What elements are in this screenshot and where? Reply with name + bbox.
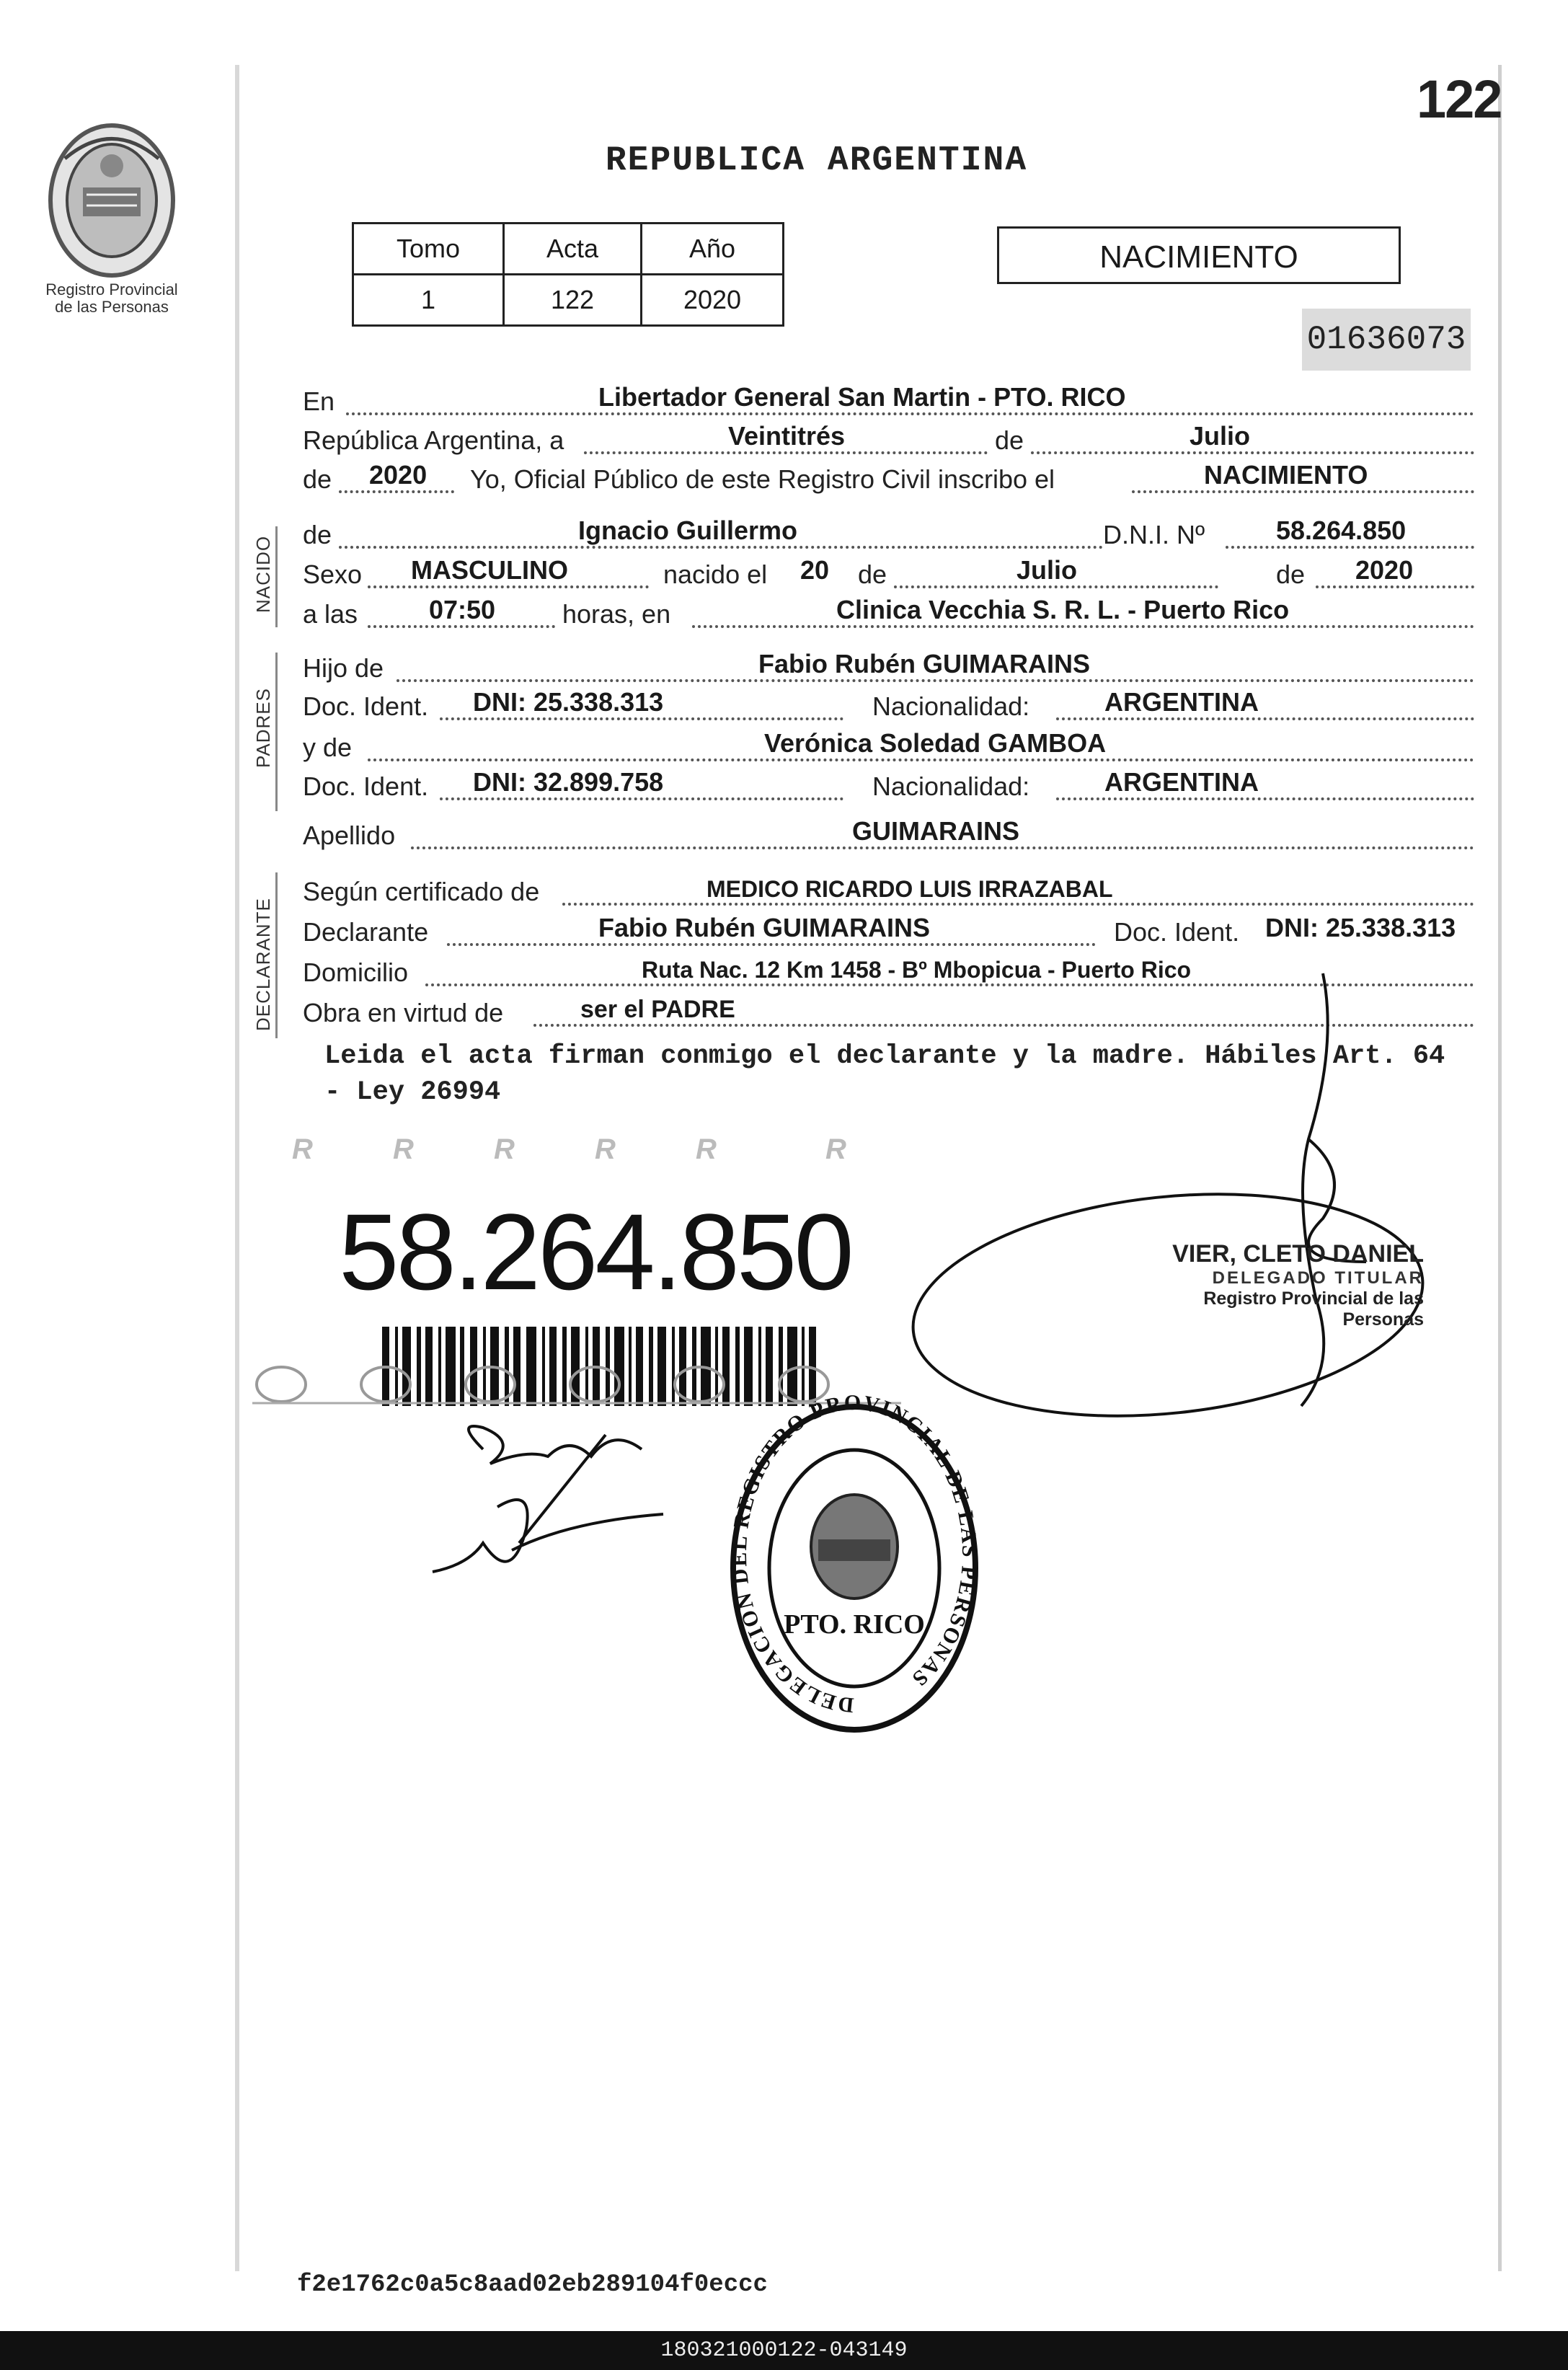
province-seal-icon (43, 115, 180, 281)
scan-edge-right (1498, 65, 1502, 2271)
segun-label: Según certificado de (303, 877, 540, 906)
closing-text: Leida el acta firman conmigo el declarante y la madre. Hábiles Art. 64 - Ley 26994 (324, 1041, 1445, 1107)
row-oficial (303, 460, 1474, 496)
segun-value: MEDICO RICARDO LUIS IRRAZABAL (707, 876, 1113, 902)
hora-value: 07:50 (429, 595, 496, 624)
official-signature-icon (905, 959, 1431, 1464)
row-en (303, 382, 1474, 418)
register-header-tomo: Tomo (353, 224, 504, 275)
registry-logo-name: Registro Provincial (45, 280, 178, 299)
mes-value: Julio (1190, 421, 1251, 451)
stamp-place-text: PTO. RICO (784, 1609, 925, 1640)
r-mark: R (292, 1133, 313, 1165)
en-label: En (303, 386, 335, 416)
side-rule-declarante (275, 872, 278, 1038)
de-label: de (995, 425, 1024, 455)
oficial-text: Yo, Oficial Público de este Registro Civil inscribo el (470, 464, 1055, 494)
footer-bar (0, 2331, 1568, 2370)
sexo-label: Sexo (303, 560, 363, 589)
dni-sticker-number: 58.264.850 (339, 1191, 851, 1312)
padre-value: Fabio Rubén GUIMARAINS (758, 649, 1090, 678)
official-block (1135, 1240, 1424, 1330)
de3-label: de (303, 520, 332, 549)
row-padre-doc (303, 687, 1474, 723)
document-hash: f2e1762c0a5c8aad02eb289104f0eccc (297, 2271, 768, 2299)
madre-value: Verónica Soledad GAMBOA (764, 728, 1107, 758)
register-header-anio: Año (642, 224, 784, 275)
page-number: 122 (1417, 69, 1502, 129)
en-value: Libertador General San Martin - PTO. RICO (598, 382, 1126, 412)
row-sexo (303, 555, 1474, 591)
row-madre (303, 728, 1474, 764)
dia-value: 20 (800, 555, 830, 585)
republica-value: Veintitrés (728, 421, 846, 451)
declarant-signature-icon (425, 1406, 685, 1608)
stamp-ring-text: DELEGACION DEL REGISTRO PROVINCIAL DE LAS PERSONAS (727, 1395, 982, 1717)
de5-label: de (1276, 560, 1306, 589)
obra-value: ser el PADRE (580, 996, 735, 1023)
official-role: DELEGADO TITULAR (1212, 1268, 1424, 1288)
side-rule-padres (275, 653, 278, 811)
declarante-value: Fabio Rubén GUIMARAINS (598, 913, 930, 942)
madre-nac-value: ARGENTINA (1104, 767, 1259, 797)
padre-nac-value: ARGENTINA (1104, 687, 1259, 717)
register-value-tomo: 1 (353, 275, 504, 326)
declarante-label: Declarante (303, 917, 429, 947)
register-header-acta: Acta (504, 224, 642, 275)
row-segun (303, 876, 1474, 908)
official-office: Registro Provincial de las Personas (1203, 1288, 1424, 1330)
decl-doc-label: Doc. Ident. (1114, 917, 1240, 947)
r-mark: R (595, 1133, 616, 1165)
domicilio-label: Domicilio (303, 958, 409, 987)
dni-value: 58.264.850 (1276, 516, 1407, 545)
row-madre-doc (303, 767, 1474, 803)
r-mark: R (393, 1133, 414, 1165)
row-declarante (303, 913, 1474, 949)
de4-label: de (858, 560, 887, 589)
nac-label: Nacionalidad: (872, 691, 1030, 721)
row-apellido (303, 816, 1474, 852)
apellido-value: GUIMARAINS (852, 816, 1019, 846)
madre-doc-value: DNI: 32.899.758 (473, 767, 664, 797)
side-rule-nacido (275, 526, 278, 627)
register-value-acta: 122 (504, 275, 642, 326)
footer-id: 180321000122-043149 (660, 2338, 908, 2363)
inscribo-value: NACIMIENTO (1204, 460, 1368, 490)
row-nombre (303, 516, 1474, 552)
serial-number: 01636073 (1302, 309, 1471, 371)
r-mark: R (696, 1133, 717, 1165)
yde-label: y de (303, 733, 353, 762)
alas-label: a las (303, 599, 358, 629)
row-padre (303, 649, 1474, 685)
register-value-anio: 2020 (642, 275, 784, 326)
domicilio-value: Ruta Nac. 12 Km 1458 - Bº Mbopicua - Puerto Rico (642, 957, 1192, 983)
anio-value: 2020 (369, 460, 428, 490)
apellido-label: Apellido (303, 821, 396, 850)
republica-label: República Argentina, a (303, 425, 564, 455)
record-type-box: NACIMIENTO (997, 226, 1401, 284)
dni-sticker (238, 1125, 887, 1399)
nac-anio-value: 2020 (1355, 555, 1414, 585)
nacido-label: nacido el (663, 560, 768, 589)
hijo-label: Hijo de (303, 653, 384, 683)
doc2-label: Doc. Ident. (303, 771, 429, 801)
row-republica (303, 421, 1474, 457)
lugar-value: Clinica Vecchia S. R. L. - Puerto Rico (836, 595, 1290, 624)
r-mark: R (494, 1133, 515, 1165)
nombre-value: Ignacio Guillermo (578, 516, 798, 545)
decl-doc-value: DNI: 25.338.313 (1265, 913, 1456, 942)
page-title: REPUBLICA ARGENTINA (605, 141, 1028, 180)
row-lugar (303, 595, 1474, 631)
r-mark: R (825, 1133, 846, 1165)
registry-stamp-icon (725, 1395, 984, 1741)
padre-doc-value: DNI: 25.338.313 (473, 687, 664, 717)
sexo-value: MASCULINO (411, 555, 568, 585)
nac-mes-value: Julio (1016, 555, 1078, 585)
dni-label: D.N.I. Nº (1103, 520, 1205, 549)
registry-logo-subname: de las Personas (55, 298, 169, 316)
horas-label: horas, en (562, 599, 671, 629)
doc-label: Doc. Ident. (303, 691, 429, 721)
register-table (352, 222, 784, 327)
official-name: VIER, CLETO DANIEL (1172, 1240, 1424, 1268)
de2-label: de (303, 464, 332, 494)
obra-label: Obra en virtud de (303, 998, 504, 1027)
nac2-label: Nacionalidad: (872, 771, 1030, 801)
